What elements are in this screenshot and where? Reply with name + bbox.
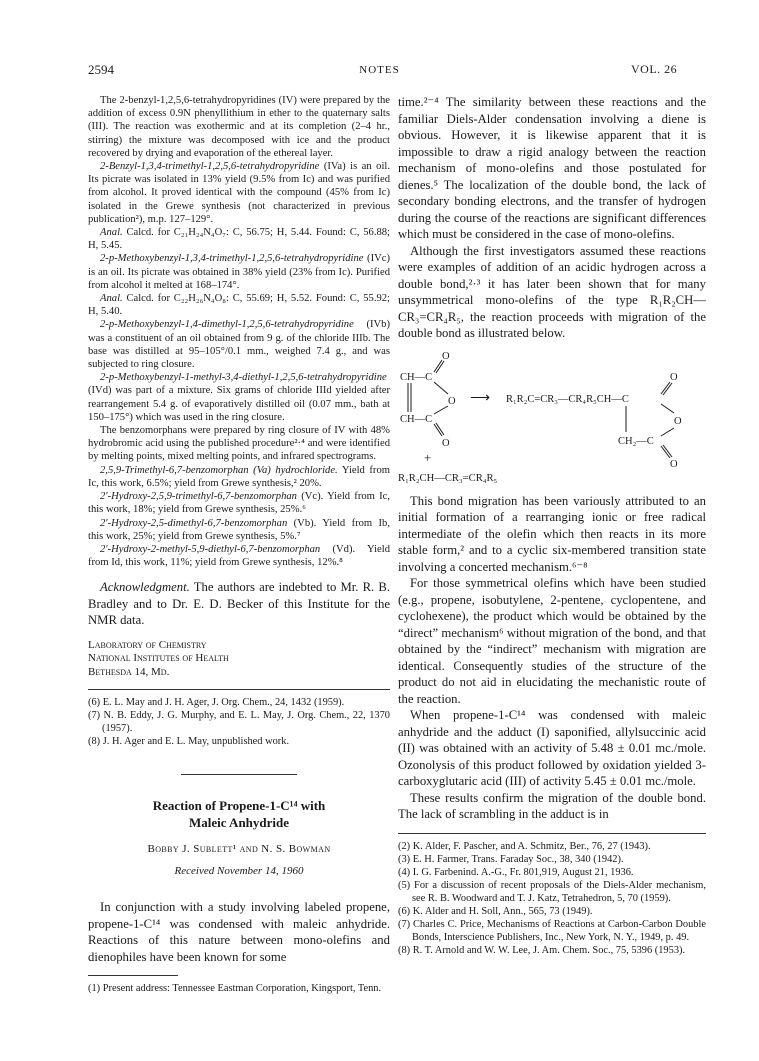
right-column	[398, 94, 706, 957]
scheme-product-ring-o: O	[674, 415, 682, 427]
paragraph-text: (Vc). Yield from Ic, this work, 18%; yield from Grewe synthesis, 25%.⁶	[88, 491, 390, 516]
paragraph-text: (Vd). Yield from Id, this work, 11%; yield from Grewe synthesis, 12%.⁸	[88, 543, 390, 569]
analysis-paragraph	[88, 226, 390, 252]
analysis-text: Calcd. for C₂₁H₂₄N₄O₇: C, 56.75; H, 5.44. Found: C, 56.88; H, 5.45.	[88, 227, 390, 252]
scheme-ch-bottom: CH—C	[400, 413, 433, 425]
footnote: (6) K. Alder and H. Soll, Ann., 565, 73 (1949).	[398, 905, 593, 917]
paragraph	[88, 517, 390, 543]
paragraph	[88, 490, 390, 516]
scheme-ring-o: O	[448, 395, 456, 407]
paragraph: time.²⁻⁴ The similarity between these reactions and the familiar Diels-Alder condensation involving a diene is obvious. However, it is likewise apparent that it is impossible to draw a rigid analogy between the reaction mechanism of mono-olefins and those postulated for dienes.⁵ The localization of the double bond, the lack of secondary bonding electrons, and the transfer of hydrogen during the course of the reactions are significant differences which must be considered in the case of mono-olefins.	[398, 95, 706, 241]
scheme-ch2: CH₂—C	[618, 435, 654, 447]
paragraph: This bond migration has been variously attributed to an initial formation of a rearranging ionic or free radical intermediate of the olefin which then reacts in its more stable form,² and to a cyclic six-membered transition state involving a concerted mechanism.⁶⁻⁸	[398, 493, 706, 574]
affiliation-line: National Institutes of Health	[88, 652, 229, 665]
scheme-ch-top: CH—C	[400, 371, 433, 383]
paragraph	[88, 543, 390, 569]
compound-name: 2-Benzyl-1,3,4-trimethyl-1,2,5,6-tetrahydropyridine	[100, 161, 320, 173]
paragraph-text: (IVd) was part of a mixture. Six grams of chloride IIId yielded after rearrangement 5.4 g. of evaporatively distilled oil (0.07 mm., bath at 150–175°) which was used in the ring closure.	[88, 385, 390, 423]
received-date: Received November 14, 1960	[174, 865, 304, 878]
analysis-text: Calcd. for C₂₂H₂₆N₄O₈: C, 55.69; H, 5.52. Found: C, 55.92; H, 5.40.	[88, 293, 390, 318]
footnote: (1) Present address: Tennessee Eastman Corporation, Kingsport, Tenn.	[88, 983, 382, 995]
footnote: (8) R. T. Arnold and W. W. Lee, J. Am. Chem. Soc., 75, 5396 (1953).	[398, 944, 686, 956]
paragraph	[88, 371, 390, 424]
footnote-rule	[88, 689, 390, 690]
compound-name: 2′-Hydroxy-2,5,9-trimethyl-6,7-benzomorphan	[100, 491, 297, 503]
scheme-product-o: O	[670, 458, 678, 468]
analysis-paragraph	[88, 292, 390, 318]
compound-name: 2′-Hydroxy-2-methyl-5,9-diethyl-6,7-benzomorphan	[100, 543, 321, 555]
acknowledgment	[88, 579, 390, 629]
anal-label: Anal.	[100, 227, 123, 239]
section-divider	[181, 774, 297, 775]
paragraph: Although the first investigators assumed these reactions were examples of addition of an acidic hydrogen across a double bond,²·³ it has later been shown that for many unsymmetrical mono-olefins of the type R₁R₂CH—CR₃=CR₄R₅, the reaction proceeds with migration of the double bond as illustrated below.	[398, 243, 706, 340]
compound-name: 2′-Hydroxy-2,5-dimethyl-6,7-benzomorphan	[100, 517, 288, 529]
affiliation-line: Bethesda 14, Md.	[88, 665, 170, 678]
paragraph	[88, 252, 390, 292]
scheme-product-o: O	[670, 371, 678, 383]
intro-paragraph: In conjunction with a study involving labeled propene, propene-1-C¹⁴ was condensed with maleic anhydride. Reactions of this nature between mono-olefins and dienophiles have been known for some	[88, 900, 390, 964]
paragraph: When propene-1-C¹⁴ was condensed with maleic anhydride and the adduct (I) saponified, allylsuccinic acid (II) was obtained with an activity of 5.48 ± 0.01 mc./mole. Ozonolysis of this product followed by oxidation yielded 3-carboxyglutaric acid (III) of activity 5.45 ± 0.01 mc./mole.	[398, 708, 706, 789]
footnote: (5) For a discussion of recent proposals of the Diels-Alder mechanism, see R. B. Woodward and T. J. Katz, Tetrahedron, 5, 70 (1959).	[398, 879, 706, 904]
paragraph-text: (Vb). Yield from Ib, this work, 25%; yield from Grewe synthesis, 5%.⁷	[88, 517, 390, 542]
compound-name: 2-p-Methoxybenzyl-1,4-dimethyl-1,2,5,6-tetrahydropyridine	[100, 319, 354, 331]
paragraph: For those symmetrical olefins which have been studied (e.g., propene, isobutylene, 2-pentene, cyclopentene, and cyclohexene), the product which would be obtained by the “direct” mechanism⁶ without migration of the bond, and that obtained by the “indirect” mechanism with migration are identical. Consequently studies of the structure of the product do not aid in elucidating the mechanistic route of the reaction.	[398, 576, 706, 706]
compound-name: 2,5,9-Trimethyl-6,7-benzomorphan (Va) hydrochloride.	[100, 464, 338, 476]
paragraph: The 2-benzyl-1,2,5,6-tetrahydropyridines (IV) were prepared by the addition of excess 0.9N phenyllithium in ether to the quaternary salts (III). The reaction was exothermic and at its completion (2–4 hr., stirring) the mixture was decomposed with ice and the product recovered by drying and evaporation of the ethereal layer.	[88, 95, 390, 159]
paragraph	[88, 318, 390, 371]
compound-name: 2-p-Methoxybenzyl-1,3,4-trimethyl-1,2,5,6-tetrahydropyridine	[100, 253, 364, 265]
scheme-plus: +	[424, 449, 432, 465]
anal-label: Anal.	[100, 293, 123, 305]
left-column	[88, 94, 390, 995]
paragraph-text: (IVa) is an oil. Its picrate was isolated in 13% yield (9.5% from Ic) and was purified from alcohol. It proved identical with the compound (45% from Ic) isolated in the Grewe synthesis (not characterized in previous publication²), m.p. 127–129°.	[88, 161, 390, 225]
scheme-olefin: R₁R₂CH—CR₃=CR₄R₅	[398, 472, 498, 484]
paragraph: These results confirm the migration of the double bond. The lack of scrambling in the adduct is in	[398, 790, 706, 822]
footnote-rule	[88, 975, 178, 976]
volume-label: VOL. 26	[631, 62, 678, 76]
paragraph	[88, 464, 390, 490]
footnote: (4) I. G. Farbenind. A.-G., Fr. 801,919, August 21, 1936.	[398, 866, 634, 878]
acknowledgment-label: Acknowledgment.	[100, 580, 190, 595]
footnote: (7) Charles C. Price, Mechanisms of Reactions at Carbon-Carbon Double Bonds, Interscience Publishers, Inc., New York, N. Y., 1949, p. 49.	[398, 918, 706, 943]
footnote: (3) E. H. Farmer, Trans. Faraday Soc., 38, 340 (1942).	[398, 853, 624, 865]
acknowledgment-text: The authors are indebted to Mr. R. B. Bradley and to Dr. E. D. Becker of this Institute for the NMR data.	[88, 580, 390, 628]
footnote: (6) E. L. May and J. H. Ager, J. Org. Chem., 24, 1432 (1959).	[88, 697, 345, 709]
article-title-line: Maleic Anhydride	[188, 815, 290, 831]
reaction-scheme	[398, 350, 706, 468]
reaction-scheme-graphic	[398, 350, 706, 468]
scheme-arrow: ⟶	[470, 390, 491, 406]
footnote-rule	[398, 833, 706, 834]
scheme-carbonyl-o: O	[442, 437, 450, 449]
paragraph-text: (IVc) is an oil. Its picrate was obtained in 38% yield (23% from Ic). Purified from alcohol it melted at 168–174°.	[88, 253, 390, 291]
footnote: (8) J. H. Ager and E. L. May, unpublished work.	[88, 736, 290, 748]
article-title-line: Reaction of Propene-1-C¹⁴ with	[152, 798, 326, 814]
paragraph-text: Yield from Ic, this work, 6.5%; yield from Grewe synthesis,² 20%.	[88, 464, 390, 489]
footnote: (2) K. Alder, F. Pascher, and A. Schmitz, Ber., 76, 27 (1943).	[398, 840, 651, 852]
footnote: (7) N. B. Eddy, J. G. Murphy, and E. L. May, J. Org. Chem., 22, 1370 (1957).	[88, 710, 390, 735]
paragraph-text: (IVb) was a constituent of an oil obtained from 9 g. of the chloride IIIb. The base was distilled at 95–105°/0.1 mm., weighed 7.4 g., and was subjected to ring closure.	[88, 319, 390, 371]
paragraph	[88, 160, 390, 226]
article-authors: Bobby J. Sublett¹ and N. S. Bowman	[147, 843, 331, 856]
running-head: NOTES	[359, 64, 400, 76]
scheme-product: R₁R₂C=CR₃—CR₄R₅CH—C	[506, 393, 629, 405]
scheme-carbonyl-o: O	[442, 350, 450, 362]
page-number: 2594	[88, 62, 114, 77]
affiliation-block	[88, 639, 390, 680]
affiliation-line: Laboratory of Chemistry	[88, 638, 207, 651]
compound-name: 2-p-Methoxybenzyl-1-methyl-3,4-diethyl-1,2,5,6-tetrahydropyridine	[100, 372, 387, 384]
paragraph: The benzomorphans were prepared by ring closure of IV with 48% hydrobromic acid using the published procedure²·⁴ and were identified by melting points, mixed melting points, and infrared spectrograms.	[88, 425, 390, 463]
